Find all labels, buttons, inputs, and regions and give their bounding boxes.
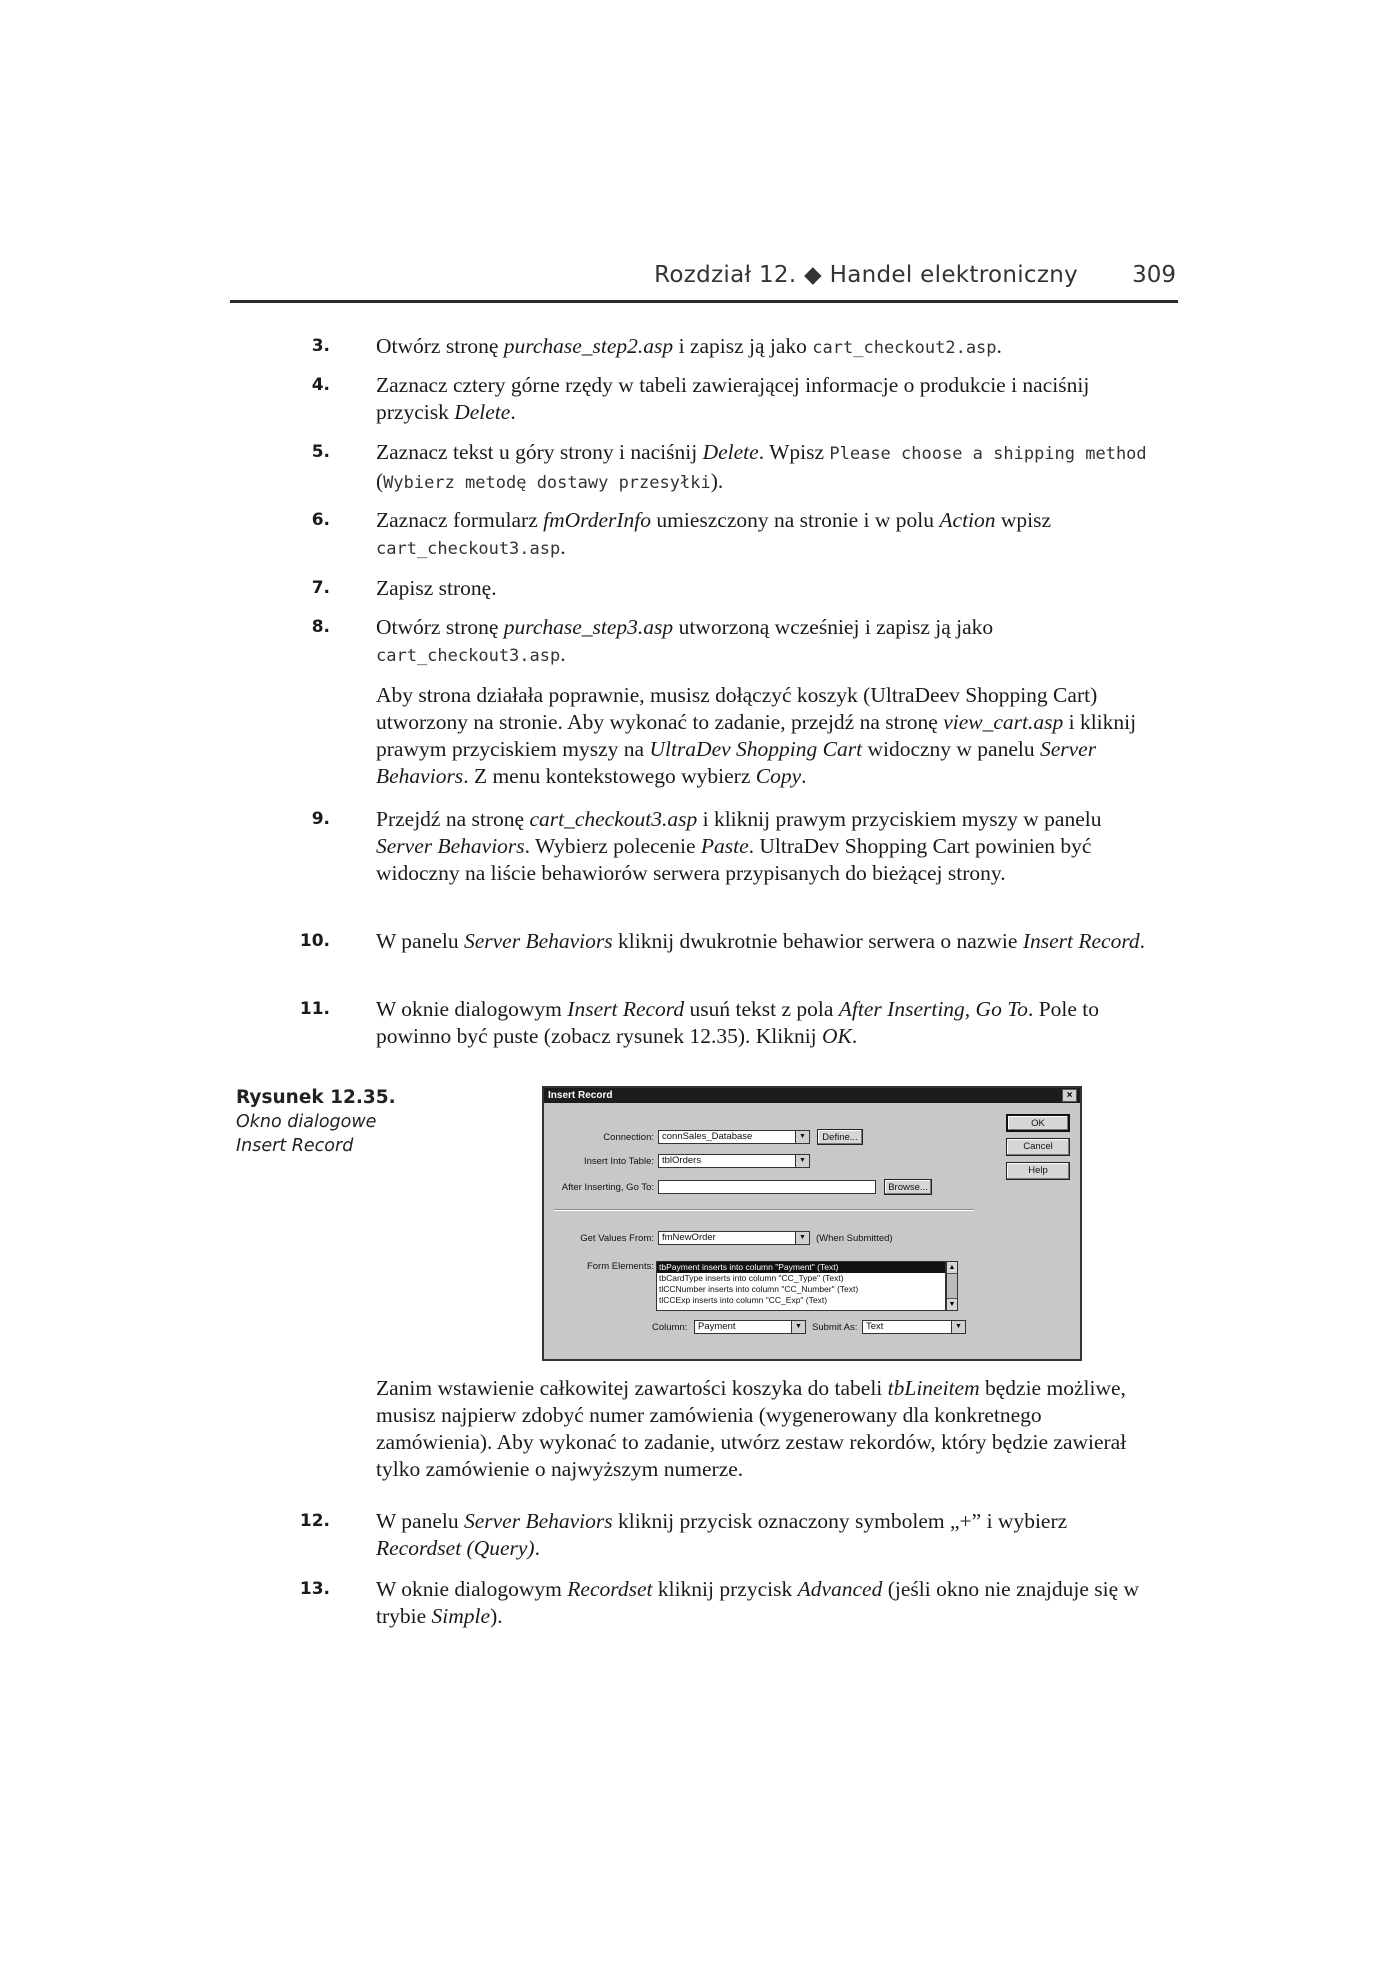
step-text xyxy=(376,575,1150,602)
plain-text: W oknie dialogowym xyxy=(376,1577,568,1601)
column-select[interactable] xyxy=(694,1320,806,1334)
column-value: Payment xyxy=(698,1321,736,1332)
plain-text: . Z menu kontekstowego wybierz xyxy=(463,764,756,788)
browse-button[interactable]: Browse... xyxy=(884,1179,932,1195)
plain-text: . UltraDev Shopping Cart powinien być widoczny na liście behawiorów serwera przypisanych do bieżącej strony. xyxy=(376,834,1092,885)
figure-caption xyxy=(236,1086,416,1158)
italic-term: Server Behaviors xyxy=(376,834,525,858)
column-label: Column: xyxy=(652,1322,688,1333)
plain-text: Zaznacz cztery górne rzędy w tabeli zawierającej informacje o produkcie i naciśnij przycisk xyxy=(376,373,1090,424)
chevron-down-icon: ▼ xyxy=(795,1232,809,1244)
chevron-down-icon: ▼ xyxy=(951,1321,965,1333)
italic-term: Server Behaviors xyxy=(376,737,1097,788)
get-values-label: Get Values From: xyxy=(580,1233,654,1244)
list-item[interactable]: tbCardType inserts into column "CC_Type" (Text) xyxy=(659,1273,844,1283)
scroll-up-icon[interactable]: ▲ xyxy=(947,1262,957,1274)
italic-term: Server Behaviors xyxy=(463,929,613,953)
code-text: Please choose a shipping method xyxy=(829,444,1147,464)
page-number: 309 xyxy=(1132,262,1176,288)
list-item[interactable]: tlCCNumber inserts into column "CC_Number" (Text) xyxy=(659,1284,859,1294)
step-number: 9. xyxy=(311,809,330,829)
italic-term: Action xyxy=(939,508,996,532)
get-values-value: fmNewOrder xyxy=(662,1232,716,1243)
step-8-note xyxy=(330,682,1150,790)
step-number: 7. xyxy=(311,578,330,598)
italic-term: Advanced xyxy=(797,1577,883,1601)
step-number: 8. xyxy=(311,617,330,637)
step-number: 6. xyxy=(311,510,330,530)
step-12 xyxy=(299,1508,1150,1562)
plain-text: Zapisz stronę. xyxy=(376,576,497,600)
figure-caption-line: Insert Record xyxy=(236,1136,354,1156)
step-text xyxy=(376,333,1150,362)
plain-text: utworzoną wcześniej i zapisz ją jako xyxy=(673,615,994,639)
step-text xyxy=(376,806,1150,887)
plain-text: . xyxy=(1139,929,1146,953)
plain-text: i kliknij prawym przyciskiem myszy w panelu xyxy=(697,807,1102,831)
plain-text: wpisz xyxy=(995,508,1052,532)
italic-term: Paste xyxy=(700,834,749,858)
step-7 xyxy=(311,575,1150,602)
italic-term: OK xyxy=(822,1024,852,1048)
step-number: 13. xyxy=(299,1579,330,1599)
italic-term: Delete xyxy=(702,440,759,464)
step-text xyxy=(376,439,1150,497)
step-9 xyxy=(311,806,1150,887)
chapter-title: Rozdział 12. ◆ Handel elektroniczny xyxy=(654,262,1078,288)
submit-as-select[interactable] xyxy=(862,1320,966,1334)
step-6 xyxy=(311,507,1150,563)
italic-term: cart_checkout3.asp xyxy=(529,807,698,831)
figure-caption-title: Rysunek 12.35. xyxy=(236,1087,396,1108)
plain-text: . Wpisz xyxy=(758,440,830,464)
step-text xyxy=(376,507,1150,563)
list-item[interactable]: tlCCExp inserts into column "CC_Exp" (Text) xyxy=(659,1295,828,1305)
form-elements-list[interactable] xyxy=(656,1261,946,1311)
step-text xyxy=(376,614,1150,670)
insert-table-label: Insert Into Table: xyxy=(583,1156,654,1167)
step-number: 11. xyxy=(299,999,330,1019)
plain-text: Otwórz stronę xyxy=(376,615,504,639)
plain-text: umieszczony na stronie i w polu xyxy=(651,508,940,532)
italic-term: fmOrderInfo xyxy=(543,508,651,532)
plain-text: . xyxy=(851,1024,858,1048)
italic-term: After Inserting, Go To xyxy=(838,997,1028,1021)
get-values-select[interactable] xyxy=(658,1231,810,1245)
step-text xyxy=(376,928,1150,955)
figure-caption-line: Okno dialogowe xyxy=(236,1112,377,1132)
chevron-down-icon: ▼ xyxy=(795,1131,809,1143)
plain-text: ). xyxy=(490,1604,503,1628)
step-text xyxy=(376,1576,1150,1630)
plain-text: Aby strona działała poprawnie, musisz dołączyć koszyk (UltraDeev Shopping Cart) utworzony na stronie. Aby wykonać to zadanie, przejdź na stronę xyxy=(376,683,1098,734)
connection-value: connSales_Database xyxy=(662,1131,753,1142)
plain-text: . xyxy=(560,642,566,666)
step-4 xyxy=(311,372,1150,426)
step-text xyxy=(376,372,1150,426)
step-5 xyxy=(311,439,1150,497)
italic-term: purchase_step2.asp xyxy=(503,334,674,358)
italic-term: view_cart.asp xyxy=(943,710,1064,734)
plain-text: ). xyxy=(710,469,724,493)
scroll-down-icon[interactable]: ▼ xyxy=(947,1298,957,1310)
italic-term: purchase_step3.asp xyxy=(503,615,674,639)
list-scrollbar[interactable] xyxy=(946,1261,958,1311)
plain-text: Zaznacz formularz xyxy=(376,508,544,532)
dialog-title: Insert Record xyxy=(548,1090,613,1101)
plain-text: kliknij przycisk xyxy=(652,1577,798,1601)
plain-text: . xyxy=(510,400,516,424)
chevron-down-icon: ▼ xyxy=(795,1155,809,1167)
note-paragraph xyxy=(376,682,1150,790)
step-13 xyxy=(299,1576,1150,1630)
step-text xyxy=(376,996,1150,1050)
define-button[interactable]: Define... xyxy=(817,1129,863,1145)
form-elements-label: Form Elements: xyxy=(586,1261,654,1272)
plain-text: (jeśli okno nie znajduje się w trybie xyxy=(376,1577,1140,1628)
submit-as-value: Text xyxy=(866,1321,884,1332)
plain-text: Otwórz stronę xyxy=(376,334,504,358)
step-8 xyxy=(311,614,1150,670)
step-number: 10. xyxy=(299,931,330,951)
plain-text: . xyxy=(560,535,566,559)
italic-term: Simple xyxy=(431,1604,491,1628)
plain-text: i kliknij prawym przyciskiem myszy na xyxy=(376,710,1137,761)
italic-term: Recordset (Query) xyxy=(376,1536,535,1560)
plain-text: Zanim wstawienie całkowitej zawartości koszyka do tabeli xyxy=(376,1376,888,1400)
plain-text: i zapisz ją jako xyxy=(673,334,813,358)
italic-term: Insert Record xyxy=(567,997,685,1021)
connection-select[interactable] xyxy=(658,1130,810,1144)
plain-text: kliknij dwukrotnie behawior serwera o nazwie xyxy=(612,929,1023,953)
plain-text: . xyxy=(801,764,807,788)
insert-table-value: tblOrders xyxy=(662,1155,702,1166)
plain-text: . Pole to powinno być puste (zobacz rysunek 12.35). Kliknij xyxy=(376,997,1100,1048)
plain-text: . xyxy=(996,334,1002,358)
after-figure-paragraph xyxy=(330,1375,1150,1483)
plain-text: Przejdź na stronę xyxy=(376,807,530,831)
code-text: cart_checkout3.asp xyxy=(376,646,561,666)
running-header xyxy=(230,258,1178,303)
plain-text: . xyxy=(534,1536,540,1560)
insert-table-select[interactable] xyxy=(658,1154,810,1168)
code-text: Wybierz metodę dostawy przesyłki xyxy=(383,473,711,493)
dialog-titlebar xyxy=(544,1088,1080,1103)
step-10 xyxy=(299,928,1150,955)
dialog-separator xyxy=(554,1209,974,1211)
italic-term: UltraDev Shopping Cart xyxy=(649,737,863,761)
step-number: 4. xyxy=(311,375,330,395)
ok-button[interactable]: OK xyxy=(1006,1114,1070,1132)
step-3 xyxy=(311,333,1150,362)
close-icon[interactable]: × xyxy=(1062,1089,1077,1102)
plain-text: W panelu xyxy=(376,929,464,953)
code-text: cart_checkout3.asp xyxy=(376,539,561,559)
italic-term: Delete xyxy=(454,400,511,424)
plain-text: będzie możliwe, musisz najpierw zdobyć numer zamówienia (wygenerowany dla konkretnego zamówienia). Aby wykonać to zadanie, utwórz zestaw rekordów, który będzie zawierał tylko zamówienie o najwyższym numerze. xyxy=(376,1376,1127,1481)
plain-text: Zaznacz tekst u góry strony i naciśnij xyxy=(376,440,703,464)
paragraph-text xyxy=(376,1375,1150,1483)
italic-term: Insert Record xyxy=(1022,929,1140,953)
plain-text: ( xyxy=(376,469,384,493)
italic-term: tbLineitem xyxy=(887,1376,980,1400)
plain-text: widoczny w panelu xyxy=(862,737,1040,761)
after-inserting-label: After Inserting, Go To: xyxy=(561,1182,654,1193)
plain-text: usuń tekst z pola xyxy=(684,997,839,1021)
italic-term: Recordset xyxy=(567,1577,653,1601)
step-11 xyxy=(299,996,1150,1050)
plain-text: kliknij przycisk oznaczony symbolem „+” i wybierz xyxy=(612,1509,1068,1533)
step-text xyxy=(376,1508,1150,1562)
plain-text: . Wybierz polecenie xyxy=(524,834,701,858)
after-inserting-input[interactable] xyxy=(658,1180,876,1194)
italic-term: Server Behaviors xyxy=(463,1509,613,1533)
insert-record-dialog xyxy=(542,1086,1082,1361)
cancel-button[interactable]: Cancel xyxy=(1006,1138,1070,1156)
help-button[interactable]: Help xyxy=(1006,1162,1070,1180)
code-text: cart_checkout2.asp xyxy=(812,338,997,358)
connection-label: Connection: xyxy=(603,1132,654,1143)
submit-as-label: Submit As: xyxy=(812,1322,858,1333)
step-number: 12. xyxy=(299,1511,330,1531)
step-number: 5. xyxy=(311,442,330,462)
italic-term: Copy xyxy=(755,764,802,788)
chevron-down-icon: ▼ xyxy=(791,1321,805,1333)
when-submitted-text: (When Submitted) xyxy=(816,1233,893,1244)
plain-text: W panelu xyxy=(376,1509,464,1533)
step-number: 3. xyxy=(311,336,330,356)
plain-text: W oknie dialogowym xyxy=(376,997,568,1021)
list-item[interactable]: tbPayment inserts into column "Payment" (Text) xyxy=(657,1262,945,1273)
